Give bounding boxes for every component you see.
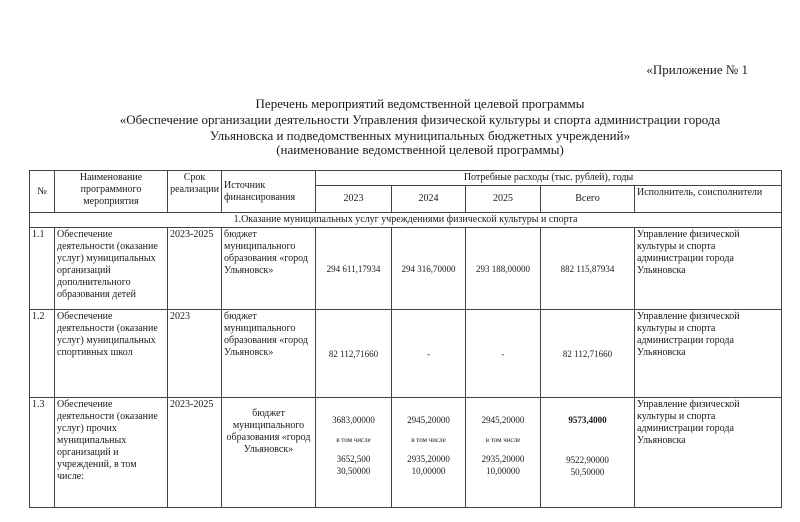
value-a: 2935,20000 <box>407 454 450 464</box>
section-title: 1.Оказание муниципальных услуг учреждениями физической культуры и спорта <box>30 213 782 228</box>
header-total: Всего <box>541 186 635 213</box>
row-term: 2023-2025 <box>168 228 222 310</box>
row-2023: 82 112,71660 <box>316 310 392 398</box>
value-b: 10,00000 <box>486 466 520 476</box>
row-term: 2023 <box>168 310 222 398</box>
row-2023 <box>316 398 392 508</box>
header-2023: 2023 <box>316 186 392 213</box>
value-main: 9573,4000 <box>568 415 607 425</box>
row-num: 1.3 <box>30 398 55 508</box>
row-executor: Управление физической культуры и спорта администрации города Ульяновска <box>635 228 782 310</box>
row-2025 <box>466 398 541 508</box>
table-row <box>30 398 782 508</box>
table-row <box>30 310 782 398</box>
row-total: 82 112,71660 <box>541 310 635 398</box>
row-2023: 294 611,17934 <box>316 228 392 310</box>
program-name-caption: (наименование ведомственной целевой программы) <box>276 142 564 157</box>
row-total <box>541 398 635 508</box>
document-title: Перечень мероприятий ведомственной целевой программы <box>255 96 585 111</box>
value-a: 9522,90000 <box>566 455 609 465</box>
incl-label: в том числе <box>336 436 371 444</box>
row-source: бюджет муниципального образования «город Ульяновск» <box>222 398 316 508</box>
row-num: 1.1 <box>30 228 55 310</box>
value-main: 2945,20000 <box>481 415 525 425</box>
row-source: бюджет муниципального образования «город Ульяновск» <box>222 310 316 398</box>
value-a: 3652,500 <box>336 454 371 464</box>
header-2024: 2024 <box>392 186 466 213</box>
row-total: 882 115,87934 <box>541 228 635 310</box>
header-term: Срок реализации <box>168 171 222 213</box>
row-2024 <box>392 398 466 508</box>
row-2024: - <box>392 310 466 398</box>
row-2025: 293 188,00000 <box>466 228 541 310</box>
row-executor: Управление физической культуры и спорта администрации города Ульяновска <box>635 398 782 508</box>
row-2024: 294 316,70000 <box>392 228 466 310</box>
row-term: 2023-2025 <box>168 398 222 508</box>
row-num: 1.2 <box>30 310 55 398</box>
header-executor: Исполнитель, соисполнители <box>635 186 782 213</box>
incl-label: в том числе <box>411 436 446 444</box>
value-main: 3683,00000 <box>332 415 375 425</box>
program-name-line-2: Ульяновска и подведомственных муниципальных бюджетных учреждений» <box>209 128 631 143</box>
row-name: Обеспечение деятельности (оказание услуг) муниципальных спортивных школ <box>55 310 168 398</box>
value-main: 2945,20000 <box>407 415 450 425</box>
row-source: бюджет муниципального образования «город Ульяновск» <box>222 228 316 310</box>
incl-label: в том числе <box>485 436 521 444</box>
header-expenses: Потребные расходы (тыс. рублей), годы <box>316 171 782 186</box>
header-num: № <box>30 171 55 213</box>
header-2025: 2025 <box>466 186 541 213</box>
row-name: Обеспечение деятельности (оказание услуг) муниципальных организаций дополнительного образования детей <box>55 228 168 310</box>
value-a: 2935,20000 <box>481 454 525 464</box>
row-name: Обеспечение деятельности (оказание услуг) прочих муниципальных организаций и учреждений, в том числе: <box>55 398 168 508</box>
row-executor: Управление физической культуры и спорта администрации города Ульяновска <box>635 310 782 398</box>
value-b: 50,50000 <box>570 467 605 477</box>
value-b: 30,50000 <box>336 466 371 476</box>
header-source: Источник финансирования <box>222 171 316 213</box>
measures-table <box>29 170 782 508</box>
program-name-line-1: «Обеспечение организации деятельности Управления физической культуры и спорта администрации города <box>119 112 721 127</box>
header-name: Наименование программного мероприятия <box>55 171 168 213</box>
appendix-label: «Приложение № 1 <box>646 62 748 77</box>
row-2025: - <box>466 310 541 398</box>
value-b: 10,00000 <box>411 466 446 476</box>
table-row <box>30 228 782 310</box>
